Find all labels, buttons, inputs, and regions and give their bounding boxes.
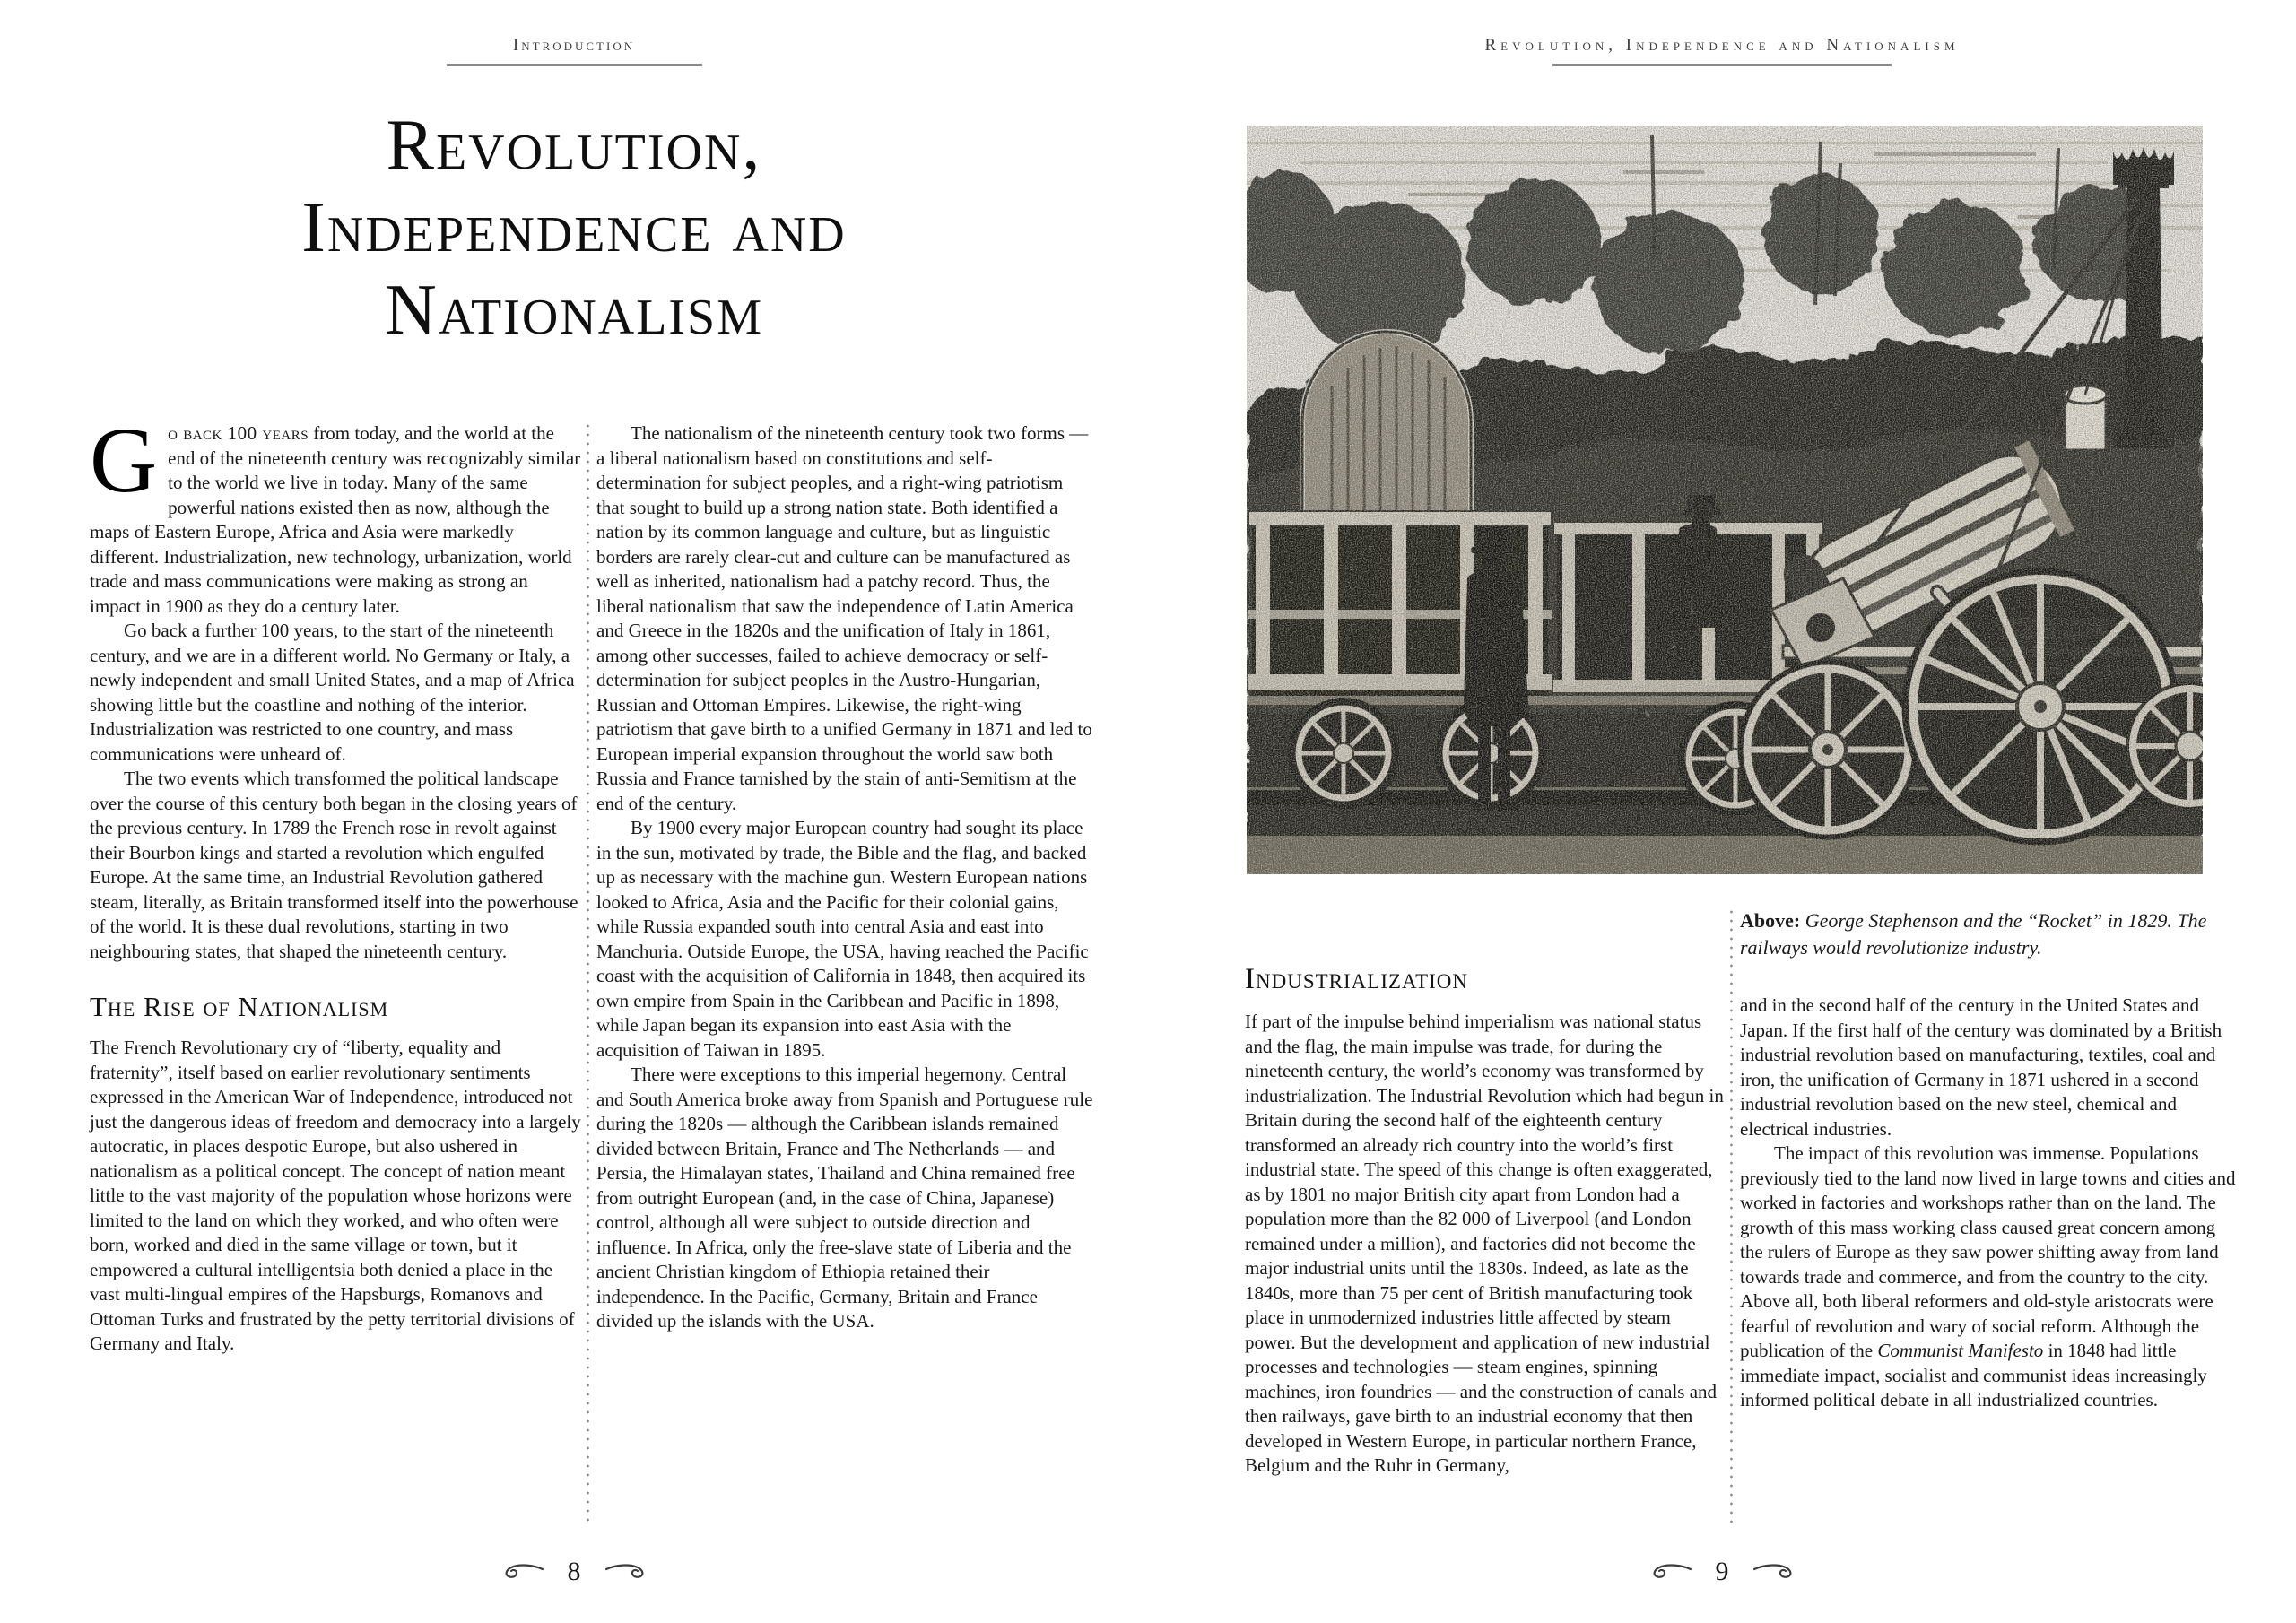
page-right	[1148, 0, 2296, 1623]
paragraph: If part of the impulse behind imperialism was national status and the flag, the main impulse was trade, for during the nineteenth century, the world’s economy was transformed by industrialization. The Industrial Revolution which had begun in Britain during the second half of the eighteenth century transformed an already rich country into the world’s first industrial state. The speed of this change is often exaggerated, as by 1801 no major British city apart from London had a population more than the 82 000 of Liverpool (and London remained under a million), and factories did not become the major industrial units until the 1830s. Indeed, as late as the 1840s, more than 75 per cent of British manufacturing took place in unmodernized industries little affected by steam power. But the development and application of new industrial processes and technologies — steam engines, spinning machines, iron foundries — and the construction of canals and then railways, gave birth to an industrial economy that then developed in Western Europe, in particular northern France, Belgium and the Ruhr in Germany,	[1245, 1011, 1724, 1476]
paragraph: By 1900 every major European country had sought its place in the sun, motivated by trade, the Bible and the flag, and backed up as necessary with the machine gun. Western European nations looked to Africa, Asia and the Pacific for their colonial gains, while Russia expanded south into central Asia and east into Manchuria. Outside Europe, the USA, having reached the Pacific coast with the acquisition of California in 1848, then acquired its own empire from Spain in the Caribbean and Pacific in 1898, while Japan began its expansion into east Asia with the acquisition of Taiwan in 1895.	[596, 817, 1089, 1061]
column-divider	[587, 421, 589, 1524]
column-divider	[1730, 907, 1733, 1528]
left-column-1	[90, 409, 581, 1524]
flourish-left-icon	[503, 1563, 544, 1581]
right-page-columns	[1245, 907, 2242, 1528]
paragraph: The nationalism of the nineteenth century took two forms — a liberal nationalism based on constitutions and self-determination for subject peoples, and a right-wing patriotism that sought to build up a strong nation state. Both identified a nation by its common language and culture, but as linguistic borders are rarely clear-cut and culture can be manufactured as well as inherited, nationalism had a patchy record. Thus, the liberal nationalism that saw the independence of Latin America and Greece in the 1820s and the unification of Italy in 1861, among other successes, failed to achieve democracy or self-determination for subject peoples in the Austro-Hungarian, Russian and Ottoman Empires. Likewise, the right-wing patriotism that gave birth to a unified Germany in 1871 and led to European imperial expansion throughout the world saw both Russia and France tarnished by the stain of anti-Semitism at the end of the century.	[596, 422, 1092, 814]
flourish-left-icon	[1651, 1563, 1692, 1581]
paragraph: The French Revolutionary cry of “liberty, equality and fraternity”, itself based on earlier revolutionary sentiments expressed in the American War of Independence, introduced not just the dangerous ideas of freedom and democracy into a largely autocratic, in places despotic Europe, but also ushered in nationalism as a political concept. The concept of nation meant little to the vast majority of the population whose horizons were limited to the land on which they worked, and who often were born, worked and died in the same village or town, but it empowered a cultural intelligentsia both denied a place in the vast multi-lingual empires of the Hapsburgs, Romanovs and Ottoman Turks and frustrated by the petty territorial divisions of Germany and Italy.	[90, 1037, 581, 1354]
page-number: 9	[1715, 1557, 1729, 1586]
running-head-left-text: Introduction	[512, 36, 636, 55]
right-column-2	[1740, 907, 2242, 1528]
rocket-locomotive-illustration	[1247, 126, 2203, 874]
running-head-left	[0, 36, 1148, 66]
caption-label: Above:	[1740, 909, 1801, 932]
engraving-george-stephenson-rocket	[1247, 126, 2203, 874]
right-column-1	[1245, 907, 1725, 1528]
folio-right	[1148, 1557, 2296, 1587]
folio-left	[0, 1557, 1148, 1587]
paragraph: and in the second half of the century in the United States and Japan. If the first half of the century was dominated by a British industrial revolution based on manufacturing, textiles, coal and iron, the unification of Germany in 1871 ushered in a second industrial revolution based on the new steel, chemical and electrical industries.	[1740, 994, 2222, 1140]
book-title-communist-manifesto: Communist Manifesto	[1877, 1340, 2044, 1361]
paragraph: There were exceptions to this imperial hegemony. Central and South America broke away from Spanish and Portuguese rule during the 1820s — although the Caribbean islands remained divided between Britain, France and The Netherlands — and Persia, the Himalayan states, Thailand and China remained free from outright European (and, in the case of China, Japanese) control, although all were subject to outside direction and influence. In Africa, only the free-slave state of Liberia and the ancient Christian kingdom of Ethiopia retained their independence. In the Pacific, Germany, Britain and France divided up the islands with the USA.	[596, 1063, 1093, 1332]
section-heading-rise-of-nationalism: The Rise of Nationalism	[90, 991, 389, 1022]
chapter-title	[67, 104, 1081, 352]
lead-paragraph	[90, 409, 581, 619]
running-head-right	[1148, 36, 2296, 66]
paragraph-text: in 1848 had little immediate impact, socialist and communist ideas increasingly informed political debate in all industrialized countries.	[1740, 1340, 2207, 1410]
running-head-rule	[447, 64, 702, 66]
page-number: 8	[567, 1557, 581, 1586]
right-column-2-body	[1740, 994, 2242, 1413]
paragraph: The two events which transformed the political landscape over the course of this century both began in the closing years of the previous century. In 1789 the French rose in revolt against their Bourbon kings and started a revolution which engulfed Europe. At the same time, an Industrial Revolution gathered steam, literally, as Britain transformed itself into the powerhouse of the world. It is these dual revolutions, starting in two neighbouring states, that shaped the nineteenth century.	[90, 768, 578, 962]
chapter-title-line: Nationalism	[385, 271, 763, 350]
left-page-columns	[90, 409, 1101, 1524]
running-head-rule	[1552, 64, 1892, 66]
running-head-right-text: Revolution, Independence and Nationalism	[1484, 36, 1960, 55]
drop-cap: G	[90, 409, 158, 512]
flourish-right-icon	[1752, 1563, 1794, 1581]
lead-text: from today, and the world at the end of the nineteenth century was recognizably similar to the world we live in today. Many of the same powerful nations existed then as now, although the maps of Eastern Europe, Africa and Asia were markedly different. Industrialization, new technology, urbanization, world trade and mass communications were making as strong an impact in 1900 as they do a century later.	[90, 422, 581, 617]
section-heading-industrialization: Industrialization	[1245, 963, 1469, 995]
paragraph-text: The impact of this revolution was immense. Populations previously tied to the land now lived in large towns and cities and worked in factories and workshops rather than on the land. The growth of this mass working class caused great concern among the rulers of Europe as they saw power shifting away from land towards trade and commerce, and from the country to the city. Above all, both liberal reformers and old-style aristocrats were fearful of revolution and wary of social reform. Although the publication of the	[1740, 1142, 2236, 1361]
image-caption	[1740, 907, 2242, 961]
flourish-right-icon	[604, 1563, 646, 1581]
chapter-title-line: Independence and	[301, 188, 847, 267]
paragraph: Go back a further 100 years, to the start of the nineteenth century, and we are in a different world. No Germany or Italy, a newly independent and small United States, and a map of Africa showing little but the coastline and nothing of the interior. Industrialization was restricted to one country, and mass communications were unheard of.	[90, 620, 575, 765]
chapter-title-line: Revolution,	[386, 106, 762, 185]
lead-small-caps: o back 100 years	[168, 422, 309, 444]
paragraph	[1740, 1141, 2242, 1413]
caption-text: George Stephenson and the “Rocket” in 1829. The railways would revolutionize industry.	[1740, 909, 2207, 959]
left-column-2	[596, 421, 1094, 1524]
